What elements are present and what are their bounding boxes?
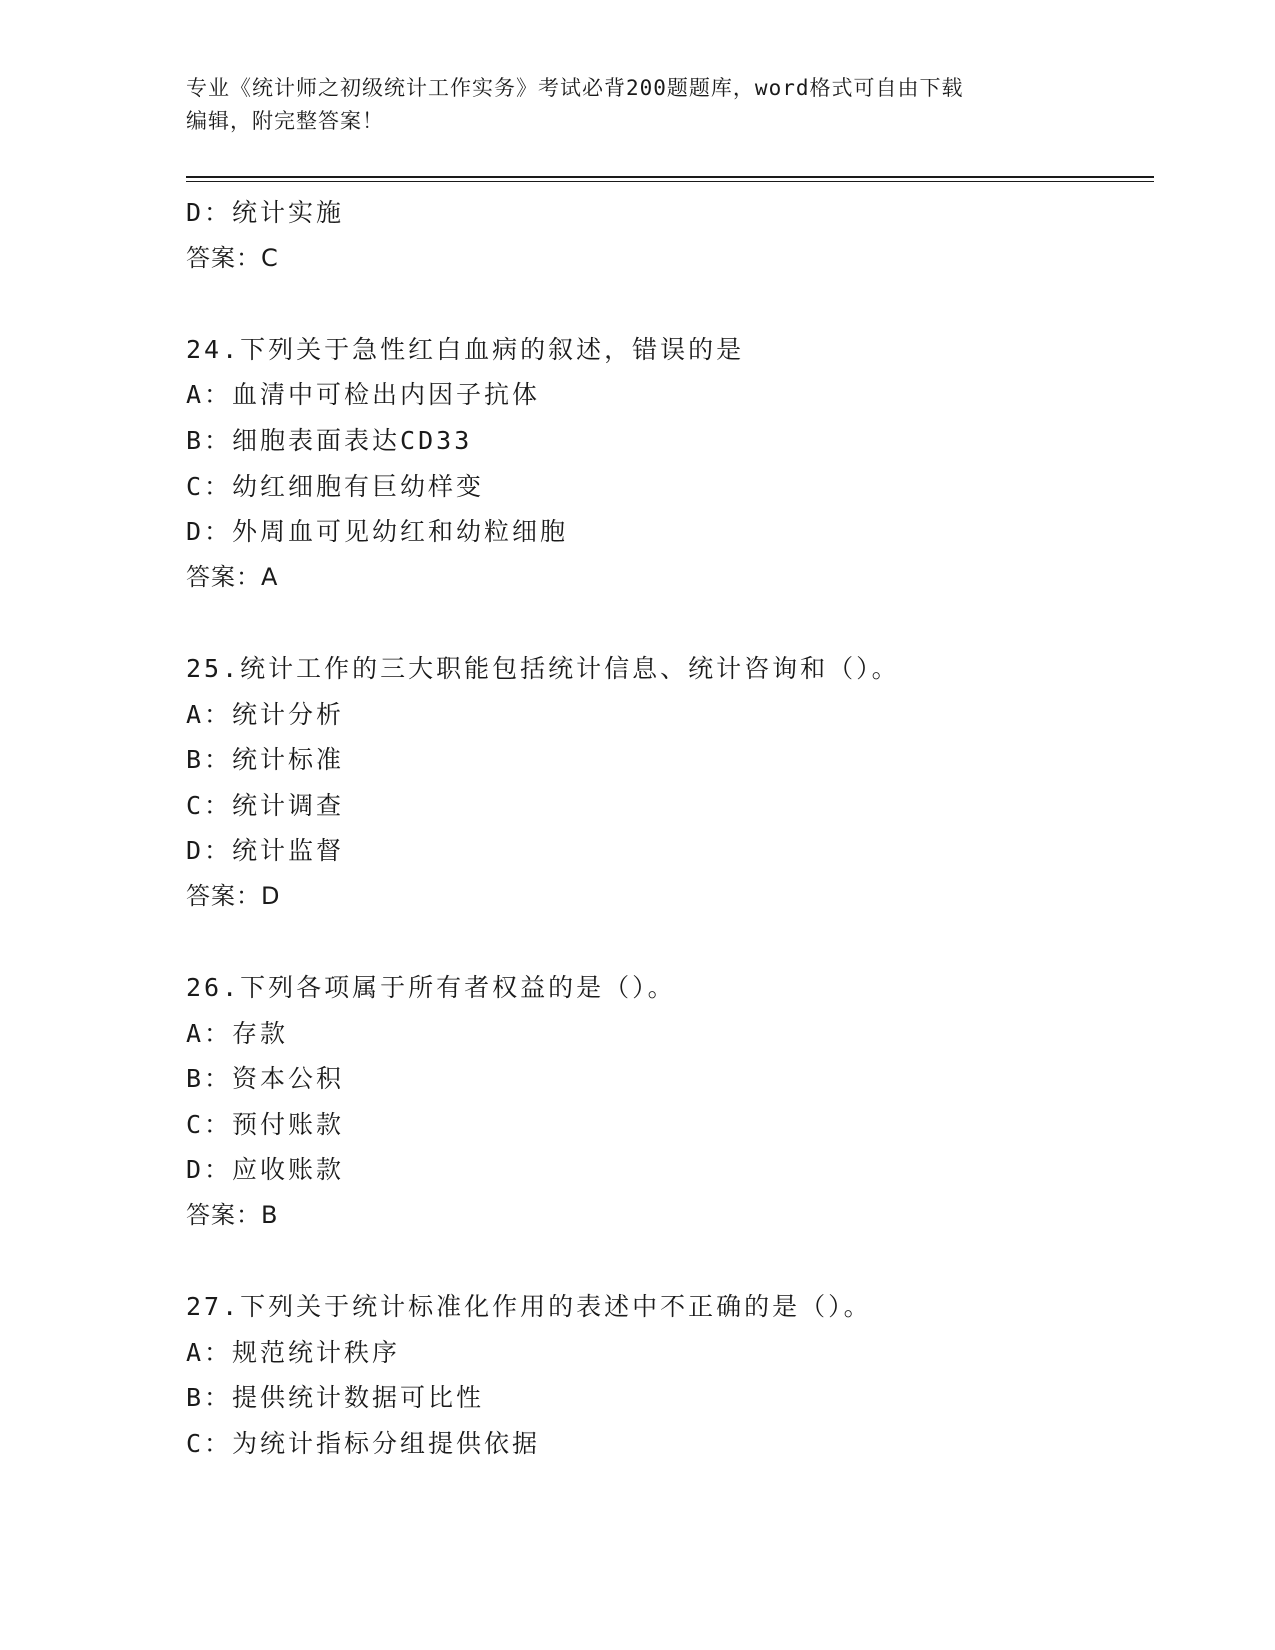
answer: 答案：A xyxy=(186,562,279,591)
header-line-2: 编辑，附完整答案！ xyxy=(186,109,384,133)
header-divider-thin xyxy=(186,181,1154,182)
spacer xyxy=(186,600,1154,646)
spacer xyxy=(186,281,1154,327)
question-27 xyxy=(186,1284,1154,1466)
option-b: B：资本公积 xyxy=(186,1064,345,1094)
question-26 xyxy=(186,965,1154,1239)
option-d: D：统计实施 xyxy=(186,198,345,227)
spacer xyxy=(186,920,1154,966)
option-a: A：血清中可检出内因子抗体 xyxy=(186,380,541,410)
option-c: C：幼红细胞有巨幼样变 xyxy=(186,471,485,501)
question-stem: 24.下列关于急性红白血病的叙述，错误的是 xyxy=(186,334,745,364)
option-b: B：细胞表面表达CD33 xyxy=(186,425,473,455)
question-24 xyxy=(186,327,1154,601)
header-divider xyxy=(186,176,1154,178)
answer: 答案：C xyxy=(186,243,279,272)
question-25 xyxy=(186,646,1154,920)
option-b: B：提供统计数据可比性 xyxy=(186,1383,485,1413)
option-a: A：存款 xyxy=(186,1018,289,1048)
option-d: D：应收账款 xyxy=(186,1155,345,1185)
option-d: D：外周血可见幼红和幼粒细胞 xyxy=(186,517,569,547)
option-b: B：统计标准 xyxy=(186,745,345,775)
question-stem: 27.下列关于统计标准化作用的表述中不正确的是（）。 xyxy=(186,1292,872,1322)
option-c: C：统计调查 xyxy=(186,790,345,820)
option-a: A：统计分析 xyxy=(186,699,345,729)
question-stem: 25.统计工作的三大职能包括统计信息、统计咨询和（）。 xyxy=(186,653,900,683)
question-list xyxy=(186,190,1154,1467)
option-c: C：预付账款 xyxy=(186,1109,345,1139)
answer: 答案：B xyxy=(186,1201,279,1230)
answer: 答案：D xyxy=(186,881,281,910)
question-stem: 26.下列各项属于所有者权益的是（）。 xyxy=(186,973,676,1003)
document-header xyxy=(186,72,1086,138)
option-a: A：规范统计秩序 xyxy=(186,1337,401,1367)
header-line-1: 专业《统计师之初级统计工作实务》考试必背200题题库，word格式可自由下载 xyxy=(186,76,964,100)
option-d: D：统计监督 xyxy=(186,836,345,866)
option-c: C：为统计指标分组提供依据 xyxy=(186,1429,541,1459)
spacer xyxy=(186,1239,1154,1285)
